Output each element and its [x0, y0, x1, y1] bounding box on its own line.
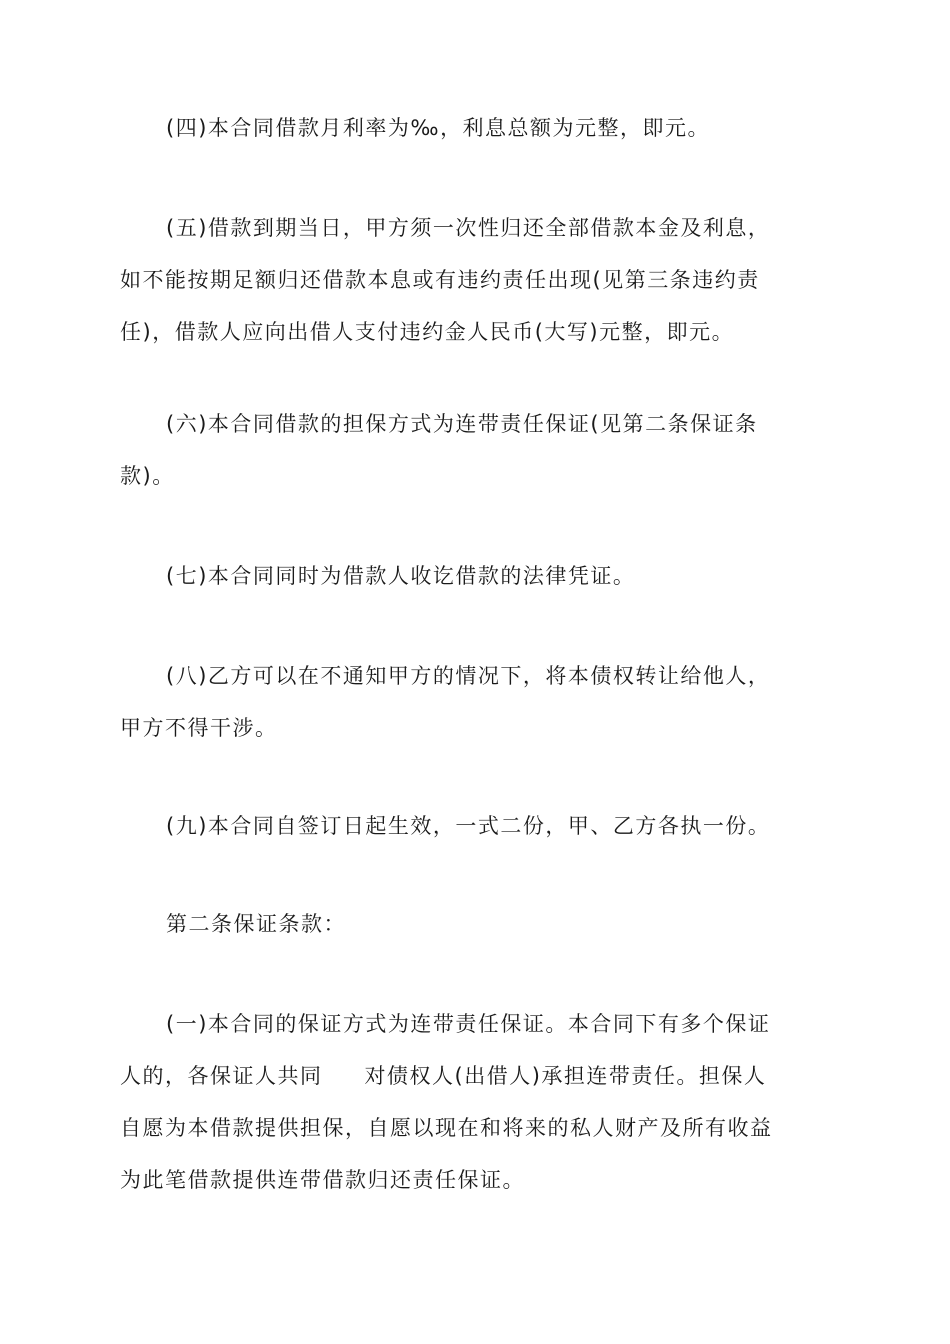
- paragraph-line-part: 对债权人(出借人)承担连带责任。担保人: [364, 1064, 767, 1088]
- clause-5-repayment: [120, 202, 832, 358]
- paragraph-line-with-gap: [120, 1050, 832, 1102]
- guarantee-clause-1: [120, 998, 832, 1206]
- clause-7-legal-proof: [120, 550, 832, 602]
- clause-8-transfer: [120, 650, 832, 754]
- paragraph-line: (五)借款到期当日，甲方须一次性归还全部借款本金及利息，: [166, 216, 771, 240]
- paragraph-line: 甲方不得干涉。: [120, 716, 278, 740]
- paragraph-line: 自愿为本借款提供担保，自愿以现在和将来的私人财产及所有收益: [120, 1116, 773, 1140]
- paragraph-line: (四)本合同借款月利率为‰，利息总额为元整，即元。: [166, 116, 711, 140]
- paragraph-line: (七)本合同同时为借款人收讫借款的法律凭证。: [166, 564, 636, 588]
- section-heading-guarantee-terms: [120, 898, 832, 950]
- section-heading: 第二条保证条款：: [166, 912, 346, 936]
- paragraph-line: 款)。: [120, 464, 175, 488]
- paragraph-line: 如不能按期足额归还借款本息或有违约责任出现(见第三条违约责: [120, 268, 760, 292]
- clause-4-monthly-interest: [120, 102, 832, 154]
- paragraph-line-part: 人的，各保证人共同: [120, 1064, 323, 1088]
- clause-6-guarantee-method: [120, 398, 832, 502]
- paragraph-line: (六)本合同借款的担保方式为连带责任保证(见第二条保证条: [166, 412, 758, 436]
- paragraph-line: (九)本合同自签订日起生效，一式二份，甲、乙方各执一份。: [166, 814, 771, 838]
- paragraph-line: (八)乙方可以在不通知甲方的情况下，将本债权转让给他人，: [166, 664, 771, 688]
- paragraph-line: (一)本合同的保证方式为连带责任保证。本合同下有多个保证: [166, 1012, 771, 1036]
- clause-9-effective: [120, 800, 832, 852]
- paragraph-line: 为此笔借款提供连带借款归还责任保证。: [120, 1168, 525, 1192]
- paragraph-line: 任)，借款人应向出借人支付违约金人民币(大写)元整，即元。: [120, 320, 735, 344]
